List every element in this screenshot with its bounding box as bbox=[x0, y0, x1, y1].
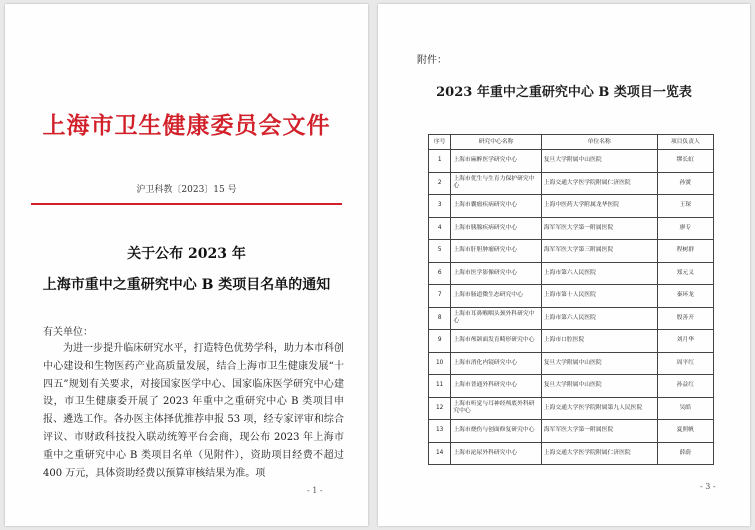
document-header: 上海市卫生健康委员会文件 bbox=[42, 112, 331, 139]
table-row bbox=[429, 172, 714, 195]
unit-name: 海军军医大学第一附属医院 bbox=[541, 420, 657, 443]
project-lead: 殷善开 bbox=[657, 307, 713, 330]
center-name: 上海市肠道微生态研究中心 bbox=[451, 285, 541, 308]
center-name: 上海市泌尿外科研究中心 bbox=[451, 442, 541, 465]
project-lead: 周平红 bbox=[657, 352, 713, 375]
center-name: 上海市肝胆肿瘤研究中心 bbox=[451, 240, 541, 263]
project-lead: 程树群 bbox=[657, 240, 713, 263]
unit-name: 上海市第六人民医院 bbox=[541, 307, 657, 330]
table-row bbox=[429, 285, 714, 308]
project-lead: 廖专 bbox=[657, 217, 713, 240]
notice-body: 为进一步提升临床研究水平，打造特色优势学科，助力本市科创中心建设和生物医药产业高质量发展，结合上海市卫生健康发展“十四五”规划有关要求，对接国家医学中心、国家临床医学研究中心建设，市卫生健康委开展了 2023 年重中之重研究中心 B 类项目申报、遴选工作。各办医主体择优推荐申报 53 项，经专家评审和综合评议、市财政科技投入联动统筹平台会商，现公布 2023 年上海市重中之重研究中心 B 类项目名单（见附件），资助项目经费不超过 400 万元，具体资助经费以预算审核结果为准。项 bbox=[43, 343, 344, 479]
page-number: - 3 - bbox=[700, 482, 716, 491]
notice-title-line2: 上海市重中之重研究中心 B 类项目名单的通知 bbox=[42, 277, 331, 293]
project-lead: 郑元义 bbox=[657, 262, 713, 285]
table-row bbox=[429, 352, 714, 375]
row-number: 7 bbox=[429, 285, 451, 308]
row-number: 11 bbox=[429, 375, 451, 398]
notice-title-line1: 关于公布 2023 年 bbox=[127, 246, 246, 262]
row-number: 13 bbox=[429, 420, 451, 443]
project-lead: 孙益红 bbox=[657, 375, 713, 398]
page-number: - 1 - bbox=[307, 486, 323, 495]
attachment-label: 附件： bbox=[417, 55, 447, 66]
center-name: 上海市颅颌面发育畸形研究中心 bbox=[451, 330, 541, 353]
table-row bbox=[429, 397, 714, 420]
unit-name: 上海中医药大学附属龙华医院 bbox=[541, 195, 657, 218]
table-row bbox=[429, 330, 714, 353]
project-lead: 缪长虹 bbox=[657, 150, 713, 173]
row-number: 3 bbox=[429, 195, 451, 218]
center-name: 上海市胰腺疾病研究中心 bbox=[451, 217, 541, 240]
document-number: 沪卫科教〔2023〕15 号 bbox=[136, 185, 237, 195]
header-center-name: 研究中心名称 bbox=[451, 135, 541, 150]
project-lead: 孙黉 bbox=[657, 172, 713, 195]
unit-name: 上海市第十人民医院 bbox=[541, 285, 657, 308]
center-name: 上海市耳鼻喉咽头颈外科研究中心 bbox=[451, 307, 541, 330]
center-name: 上海市消化内镜研究中心 bbox=[451, 352, 541, 375]
header-no: 序号 bbox=[429, 135, 451, 150]
unit-name: 上海市第六人民医院 bbox=[541, 262, 657, 285]
row-number: 14 bbox=[429, 442, 451, 465]
row-number: 5 bbox=[429, 240, 451, 263]
row-number: 10 bbox=[429, 352, 451, 375]
unit-name: 海军军医大学第一附属医院 bbox=[541, 217, 657, 240]
center-name: 上海市囊瘤疾病研究中心 bbox=[451, 195, 541, 218]
project-lead: 吴皓 bbox=[657, 397, 713, 420]
header-unit-name: 单位名称 bbox=[541, 135, 657, 150]
unit-name: 海军军医大学第三附属医院 bbox=[541, 240, 657, 263]
unit-name: 上海交通大学医学院附属仁济医院 bbox=[541, 172, 657, 195]
salutation: 有关单位： bbox=[43, 327, 93, 338]
center-name: 上海市医学影像研究中心 bbox=[451, 262, 541, 285]
center-name: 上海市听觉与耳神经颅底外科研究中心 bbox=[451, 397, 541, 420]
unit-name: 复旦大学附属中山医院 bbox=[541, 150, 657, 173]
table-row bbox=[429, 262, 714, 285]
unit-name: 上海交通大学医学院附属仁济医院 bbox=[541, 442, 657, 465]
unit-name: 复旦大学附属中山医院 bbox=[541, 375, 657, 398]
left-page bbox=[5, 4, 368, 526]
table-row bbox=[429, 195, 714, 218]
header-project-lead: 项目负责人 bbox=[657, 135, 713, 150]
row-number: 12 bbox=[429, 397, 451, 420]
project-lead: 秦环龙 bbox=[657, 285, 713, 308]
row-number: 8 bbox=[429, 307, 451, 330]
project-lead: 薛蔚 bbox=[657, 442, 713, 465]
project-table bbox=[428, 134, 714, 465]
table-row bbox=[429, 420, 714, 443]
right-page bbox=[378, 4, 750, 526]
center-name: 上海市烧伤与创面修复研究中心 bbox=[451, 420, 541, 443]
row-number: 6 bbox=[429, 262, 451, 285]
row-number: 2 bbox=[429, 172, 451, 195]
unit-name: 上海市口腔医院 bbox=[541, 330, 657, 353]
center-name: 上海市普通外科研究中心 bbox=[451, 375, 541, 398]
center-name: 上海市优生与生育力保护研究中心 bbox=[451, 172, 541, 195]
table-header-row bbox=[429, 135, 714, 150]
table-title: 2023 年重中之重研究中心 B 类项目一览表 bbox=[436, 85, 692, 100]
table-row bbox=[429, 442, 714, 465]
unit-name: 复旦大学附属中山医院 bbox=[541, 352, 657, 375]
row-number: 1 bbox=[429, 150, 451, 173]
project-lead: 夏照帆 bbox=[657, 420, 713, 443]
center-name: 上海市麻醉医学研究中心 bbox=[451, 150, 541, 173]
table-row bbox=[429, 240, 714, 263]
table-row bbox=[429, 375, 714, 398]
row-number: 9 bbox=[429, 330, 451, 353]
table-row bbox=[429, 150, 714, 173]
red-divider bbox=[31, 203, 342, 205]
project-lead: 刘月华 bbox=[657, 330, 713, 353]
unit-name: 上海交通大学医学院附属第九人民医院 bbox=[541, 397, 657, 420]
row-number: 4 bbox=[429, 217, 451, 240]
project-lead: 王琛 bbox=[657, 195, 713, 218]
table-row bbox=[429, 307, 714, 330]
table-row bbox=[429, 217, 714, 240]
